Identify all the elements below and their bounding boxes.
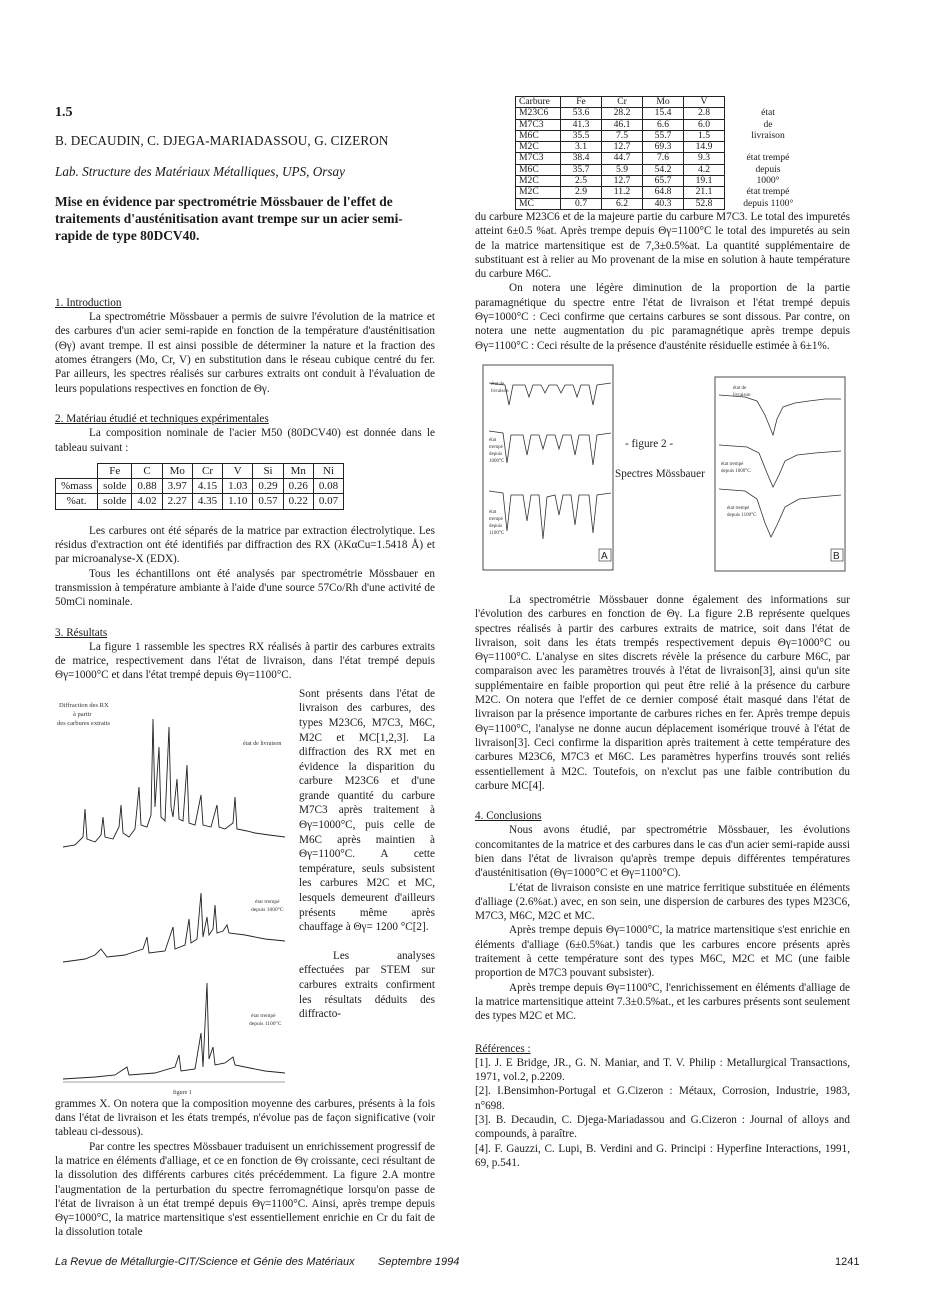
table-cell: 4.15: [192, 479, 222, 494]
xrd-trace-1000: [63, 893, 285, 962]
table-cell: M7C3: [516, 153, 561, 164]
figure-2b-label-1: [733, 386, 751, 398]
table-row: [516, 142, 809, 153]
figure-2b-frame: [715, 377, 845, 571]
table-cell: 4.02: [132, 494, 162, 509]
figure-1-label-mid: [251, 899, 284, 913]
conclusions-heading: 4. Conclusions: [475, 810, 542, 823]
table-header-cell: Fe: [98, 463, 132, 478]
table-cell: 0.88: [132, 479, 162, 494]
table-cell: 69.3: [643, 142, 684, 153]
table-state-label: livraison: [751, 129, 785, 141]
conclusions-p1: Nous avons étudié, par spectrométrie Mössbauer, les évolutions concomitantes de la matrice et des carbures dans le cas d'un acier semi-rapide aussi bien dans l'état de livraison qu'après trempe depuis différentes températures d'austénitisation (Θγ=1000°C et Θγ=1100°C).: [475, 824, 850, 880]
figure-1-block: [55, 687, 435, 1097]
table-cell: 38.4: [561, 153, 602, 164]
table-state-label: depuis 1100°: [743, 197, 794, 209]
figure-2a-tag: A: [601, 550, 608, 562]
table-cell: 1.03: [223, 479, 253, 494]
spectrum-a2: [489, 431, 611, 465]
composition-table: [55, 463, 344, 510]
table-cell: 2.27: [162, 494, 192, 509]
xrd-trace-1100: [63, 983, 285, 1079]
table-state-label: état: [761, 107, 775, 119]
table-cell: 3.97: [162, 479, 192, 494]
table-header-cell: Mo: [643, 97, 684, 108]
spectrum-b1: [719, 392, 841, 435]
table-cell: 14.9: [684, 142, 725, 153]
reference-item: [2]. I.Bensimhon-Portugal et G.Cizeron : Métaux, Corrosion, Industrie, 1983, n°698.: [475, 1085, 850, 1112]
table-cell: 46.1: [602, 119, 643, 130]
table-state-label: 1000°: [756, 175, 780, 187]
figure-2-mossbauer-spectra: [475, 363, 850, 593]
table-cell: M2C: [516, 187, 561, 198]
intro-text: La spectrométrie Mössbauer a permis de suivre l'évolution de la matrice et des carbures d'un acier semi-rapide en fonction de la température d'austénitisation (Θγ) avant trempe. Il est ainsi possible de déterminer la nature et la fraction des atomes étrangers (Mo, Cr, V) en substitution dans le réseau cubique centré du fer. Par ailleurs, les spectres réalisés sur carbures extraits ont conduit à l'évaluation de leurs populations respectives en fonction de Θγ.: [55, 311, 435, 395]
paper-title: Mise en évidence par spectrométrie Mössbauer de l'effet de traitements d'austénitisation avant trempe sur un acier semi-rapide de type 80DCV40.: [55, 193, 403, 243]
table-cell: 0.26: [283, 479, 313, 494]
results-p2: grammes X. On notera que la composition moyenne des carbures, présents à la fois dans l'état de livraison et les états trempés, n'évolue pas de façon significative (voir tableau ci-dessous).: [55, 1097, 435, 1139]
table-row: [516, 164, 809, 175]
table-cell: 21.1: [684, 187, 725, 198]
right-p3: La spectrométrie Mössbauer donne également des informations sur l'évolution des carbures en fonction de Θγ. La figure 2.B représente quelques spectres réalisés à partir des carbures extraits de matrice, soit dans l'état de livraison, soit dans les états trempés respectivement depuis Θγ=1000°C ou Θγ=1100°C. L'analyse en sites discrets révèle la présence du carbure M6C, par comparaison avec les paramètres trouvés à l'état de livraison[3], ainsi qu'un site supplémentaire en faible proportion qui peut être relié à la présence du carbure M2C. On notera que l'effet de ce dernier composé était masqué dans l'état de livraison par la présence importante de carbures riches en fer. Après trempe depuis Θγ=1100°C, l'analyse ne donne aucun déplacement isomérique trouvé à l'état de livraison[3]. Ceci confirme la disparition après traitement à cette température des carbures M23C6, M7C3 et M6C. Les paramètres hyperfins trouvés sont reliés essentiellement à M2C. Toutefois, on n'exclut pas une faible contribution du carbure MC[4].: [475, 593, 850, 792]
table-cell: 0.57: [253, 494, 283, 509]
table-cell: 6.6: [643, 119, 684, 130]
table-cell: 2.9: [561, 187, 602, 198]
table-cell: 0.07: [313, 494, 343, 509]
fig2-label-line: depuis: [489, 523, 503, 529]
table-cell: 3.1: [561, 142, 602, 153]
table-cell: 35.5: [561, 130, 602, 141]
table-header-cell: C: [132, 463, 162, 478]
fig2-label-line: depuis 1100°C: [727, 512, 757, 518]
fig1-label-line: état trempé: [255, 898, 280, 905]
table-header-cell: Cr: [192, 463, 222, 478]
results-heading: 3. Résultats: [55, 626, 108, 639]
fig2-label-line: depuis 1000°C: [721, 468, 751, 474]
reference-item: [4]. F. Gauzzi, C. Lupi, B. Verdini and G. Principi : Hyperfine Interactions, 1991, 69, p.541.: [475, 1142, 850, 1169]
fig2-label-line: état trempé: [727, 505, 750, 511]
figure-2b-tag: B: [833, 550, 840, 562]
table-cell: M23C6: [516, 108, 561, 119]
figure-2a-label-2: [489, 438, 505, 464]
table-state-label: depuis: [755, 163, 781, 175]
figure-2-subtitle: Spectres Mössbauer: [615, 467, 705, 480]
footer-journal: La Revue de Métallurgie-CIT/Science et Génie des Matériaux: [55, 1256, 355, 1268]
figure-1-label-bot: [249, 1013, 282, 1027]
table-header-cell: Mo: [162, 463, 192, 478]
table-cell: M6C: [516, 130, 561, 141]
table-cell: %mass: [56, 479, 98, 494]
table-header-cell: V: [223, 463, 253, 478]
table-cell: 7.5: [602, 130, 643, 141]
table-cell: MC: [516, 198, 561, 209]
materials-heading: 2. Matériau étudié et techniques expérimentales: [55, 412, 269, 425]
carbide-header-row: [516, 97, 809, 108]
conclusions-p3: Après trempe depuis Θγ=1000°C, la matrice martensitique s'est enrichie en éléments d'alliage (6±0.5%at.) tandis que les carbures encore présents après traitement à cette température sont des types M6C, M2C et MC (une faible proportion de M7C3 pouvant subsister).: [475, 924, 850, 980]
table-cell: 12.7: [602, 142, 643, 153]
table-cell: 54.2: [643, 164, 684, 175]
table-cell: 28.2: [602, 108, 643, 119]
table-cell: 5.9: [602, 164, 643, 175]
table-row: [516, 153, 809, 164]
table-row: [516, 187, 809, 198]
conclusions-p4: Après trempe depuis Θγ=1100°C, l'enrichissement en éléments d'alliage de la matrice martensitique atteint 7.3±0.5%at., et les carbures présents sont seulement des types M2C et MC.: [475, 981, 850, 1023]
table-state-label: [725, 142, 809, 153]
materials-p2: Tous les échantillons ont été analysés par spectrométrie Mössbauer en transmission à température ambiante à l'aide d'une source 57Co/Rh d'une activité de 50mCi nominale.: [55, 567, 435, 609]
results-side-text: [299, 687, 435, 1097]
table-cell: 1.5: [684, 130, 725, 141]
right-p1: du carbure M23C6 et de la majeure partie du carbure M7C3. Le total des impuretés atteint 6±0.5 %at. Après trempe depuis Θγ=1100°C le total des impuretés au sein de la matrice martensitique est de 7,3±0.5%at. La quantité supplémentaire de substituant est à relier au Mo provenant de la mise en solution à haute température du carbure M6C.: [475, 210, 850, 281]
table-header-cell: Si: [253, 463, 283, 478]
fig2-label-line: état de: [491, 381, 505, 387]
fig1-label-line: état trempé: [251, 1012, 276, 1019]
table-cell: 9.3: [684, 153, 725, 164]
table-row: [56, 494, 344, 509]
table-cell: 4.2: [684, 164, 725, 175]
table-cell: 2.5: [561, 176, 602, 187]
figure-1-xrd-diagram: [55, 687, 292, 1097]
table-header-cell: V: [684, 97, 725, 108]
fig2-label-line: état trempé: [721, 461, 744, 467]
table-cell: 15.4: [643, 108, 684, 119]
table-cell: 1.10: [223, 494, 253, 509]
table-cell: 0.08: [313, 479, 343, 494]
results-p1: La figure 1 rassemble les spectres RX réalisés à partir des carbures extraits de matrice, respectivement dans l'état de livraison, dans l'état trempé depuis Θγ=1000°C et dans l'état trempé depuis Θγ=1100°C.: [55, 640, 435, 682]
spectrum-a1: [489, 383, 611, 405]
figure-1-label-top: état de livraison: [243, 740, 282, 747]
fig2-label-line: état: [489, 437, 497, 443]
table-header-cell: Fe: [561, 97, 602, 108]
materials-p1: Les carbures ont été séparés de la matrice par extraction électrolytique. Les résidus d'extraction ont été identifiés par diffraction des RX (λKαCu=1.5418 Å) et par microanalyse-X (EDX).: [55, 524, 435, 566]
table-row: [516, 198, 809, 209]
conclusions-p2: L'état de livraison consiste en une matrice ferritique substituée en éléments d'alliage (2.6%at.) avec, en son sein, une dispersion de carbures des types M23C6, M7C3, M6C, M2C et MC.: [475, 881, 850, 923]
table-row: [516, 108, 809, 119]
table-header-cell: Mn: [283, 463, 313, 478]
results-side1: Sont présents dans l'état de livraison des carbures, des types M23C6, M7C3, M6C, M2C et MC[1,2,3]. La diffraction des RX met en évidence la disparition du carbure M23C6 et d'une grande quantité du carbure M7C3 après traitement à Θγ=1000°C, puis celle de M6C après maintien à Θγ=1100°C. A cette température, seuls subsistent les carbures M2C et MC, lesquels demeurent d'ailleurs présents même après chauffage à Θγ= 1200 °C[2].: [299, 687, 435, 934]
table-state-label: état trempé: [746, 186, 790, 198]
table-cell: 65.7: [643, 176, 684, 187]
fig2-label-line: depuis: [489, 451, 503, 457]
table-cell: 0.7: [561, 198, 602, 209]
table-cell: solde: [98, 494, 132, 509]
references-heading: Références :: [475, 1042, 531, 1055]
table-cell: 4.35: [192, 494, 222, 509]
fig2-label-line: 1000°C: [489, 458, 505, 464]
table-cell: 2.8: [684, 108, 725, 119]
table-cell: 40.3: [643, 198, 684, 209]
table-header-cell: Cr: [602, 97, 643, 108]
table-cell: 7.6: [643, 153, 684, 164]
results-p3: Par contre les spectres Mössbauer traduisent un enrichissement progressif de la matrice en éléments d'alliage, et ce en fonction de Θγ croissante, ceci résultant de la dissolution des différents carbures cités précédemment. La figure 2.A montre l'augmentation de la perturbation du spectre ferromagnétique lorsqu'on passe de l'état de livraison à un état trempé depuis Θγ=1100°C. Ainsi, après trempe depuis Θγ=1000°C, la matrice martensitique s'est essentiellement enrichie en Cr du fait de la dissolution totale: [55, 1140, 435, 1239]
table-cell: 53.6: [561, 108, 602, 119]
table-state-label: état trempé: [746, 152, 790, 164]
xrd-trace-livraison: [63, 719, 285, 847]
fig2-label-line: trempé: [489, 444, 503, 450]
figure-2-block: [475, 363, 850, 593]
reference-item: [3]. B. Decaudin, C. Djega-Mariadassou and G.Cizeron : Journal of alloys and compounds, à paraître.: [475, 1114, 850, 1141]
right-p2: On notera une légère diminution de la proportion de la partie paramagnétique du spectre entre l'état de livraison et l'état trempé depuis Θγ=1000°C : Ceci confirme que certains carbures se sont dissous. Par contre, on notera une nette augmentation du pic paramagnétique après trempe depuis Θγ=1100°C : Ceci résulte de la présence d'austénite résiduelle estimée à 6±1%.: [475, 282, 850, 352]
composition-header-row: [56, 463, 344, 478]
fig1-label-line: à partir: [73, 710, 92, 718]
intro-heading: 1. Introduction: [55, 296, 122, 309]
table-cell: 52.8: [684, 198, 725, 209]
table-header-cell: Carbure: [516, 97, 561, 108]
table-row: [516, 130, 809, 141]
table-row: [516, 119, 809, 130]
spectrum-a3: [489, 491, 611, 539]
table-header-cell: Ni: [313, 463, 343, 478]
fig2-label-line: état: [489, 509, 497, 515]
table-cell: 44.7: [602, 153, 643, 164]
fig1-label-line: depuis 1000°C: [251, 906, 284, 913]
table-state-label: de: [763, 118, 773, 130]
figure-2a-frame: [483, 365, 613, 570]
table-cell: M7C3: [516, 119, 561, 130]
table-cell: 0.22: [283, 494, 313, 509]
table-cell: %at.: [56, 494, 98, 509]
table-row: [56, 479, 344, 494]
figure-1-caption: figure 1: [173, 1089, 192, 1096]
figure-2b-label-2: [721, 462, 751, 474]
table-cell: M2C: [516, 176, 561, 187]
figure-2b-label-3: [727, 506, 757, 518]
table-cell: 55.7: [643, 130, 684, 141]
fig2-label-line: livraison: [733, 392, 751, 398]
figure-2a-label-3: [489, 510, 505, 536]
results-side2: Les analyses effectuées par STEM sur carbures extraits confirment les résultats déduits des diffracto-: [299, 949, 435, 1021]
figure-2-caption: - figure 2 -: [625, 437, 674, 450]
table-cell: 19.1: [684, 176, 725, 187]
table-cell: 6.2: [602, 198, 643, 209]
right-column: [475, 96, 850, 1170]
table-cell: 64.8: [643, 187, 684, 198]
carbide-composition-table: [515, 96, 809, 210]
table-cell: M6C: [516, 164, 561, 175]
fig1-label-line: depuis 1100°C: [249, 1020, 282, 1027]
table-cell: 12.7: [602, 176, 643, 187]
table-cell: 0.29: [253, 479, 283, 494]
fig1-label-line: Diffraction des RX: [59, 701, 109, 709]
table-cell: M2C: [516, 142, 561, 153]
affiliation: Lab. Structure des Matériaux Métalliques, UPS, Orsay: [55, 163, 345, 179]
reference-item: [1]. J. E Bridge, JR., G. N. Maniar, and T. V. Philip : Metallurgical Transactions, 1971, vol.2, p.2209.: [475, 1056, 850, 1084]
fig2-label-line: 1100°C: [489, 530, 505, 536]
figure-1-left-label: [57, 702, 111, 727]
table-row: [516, 176, 809, 187]
left-column: [55, 96, 435, 1240]
table-cell: 35.7: [561, 164, 602, 175]
fig2-label-line: état de: [733, 385, 747, 391]
table-cell: 11.2: [602, 187, 643, 198]
page-number: 1241: [835, 1256, 860, 1268]
fig2-label-line: livraison: [491, 388, 509, 394]
paper-number: 1.5: [55, 105, 73, 120]
figure-2a-label-1: [491, 382, 509, 394]
materials-intro: La composition nominale de l'acier M50 (80DCV40) est donnée dans le tableau suivant :: [55, 427, 435, 454]
footer-date: Septembre 1994: [378, 1256, 460, 1268]
fig1-label-line: des carbures extraits: [57, 719, 111, 727]
table-cell: 41.3: [561, 119, 602, 130]
table-cell: solde: [98, 479, 132, 494]
fig2-label-line: trempé: [489, 516, 503, 522]
authors: B. DECAUDIN, C. DJEGA-MARIADASSOU, G. CIZERON: [55, 133, 389, 149]
table-cell: 6.0: [684, 119, 725, 130]
